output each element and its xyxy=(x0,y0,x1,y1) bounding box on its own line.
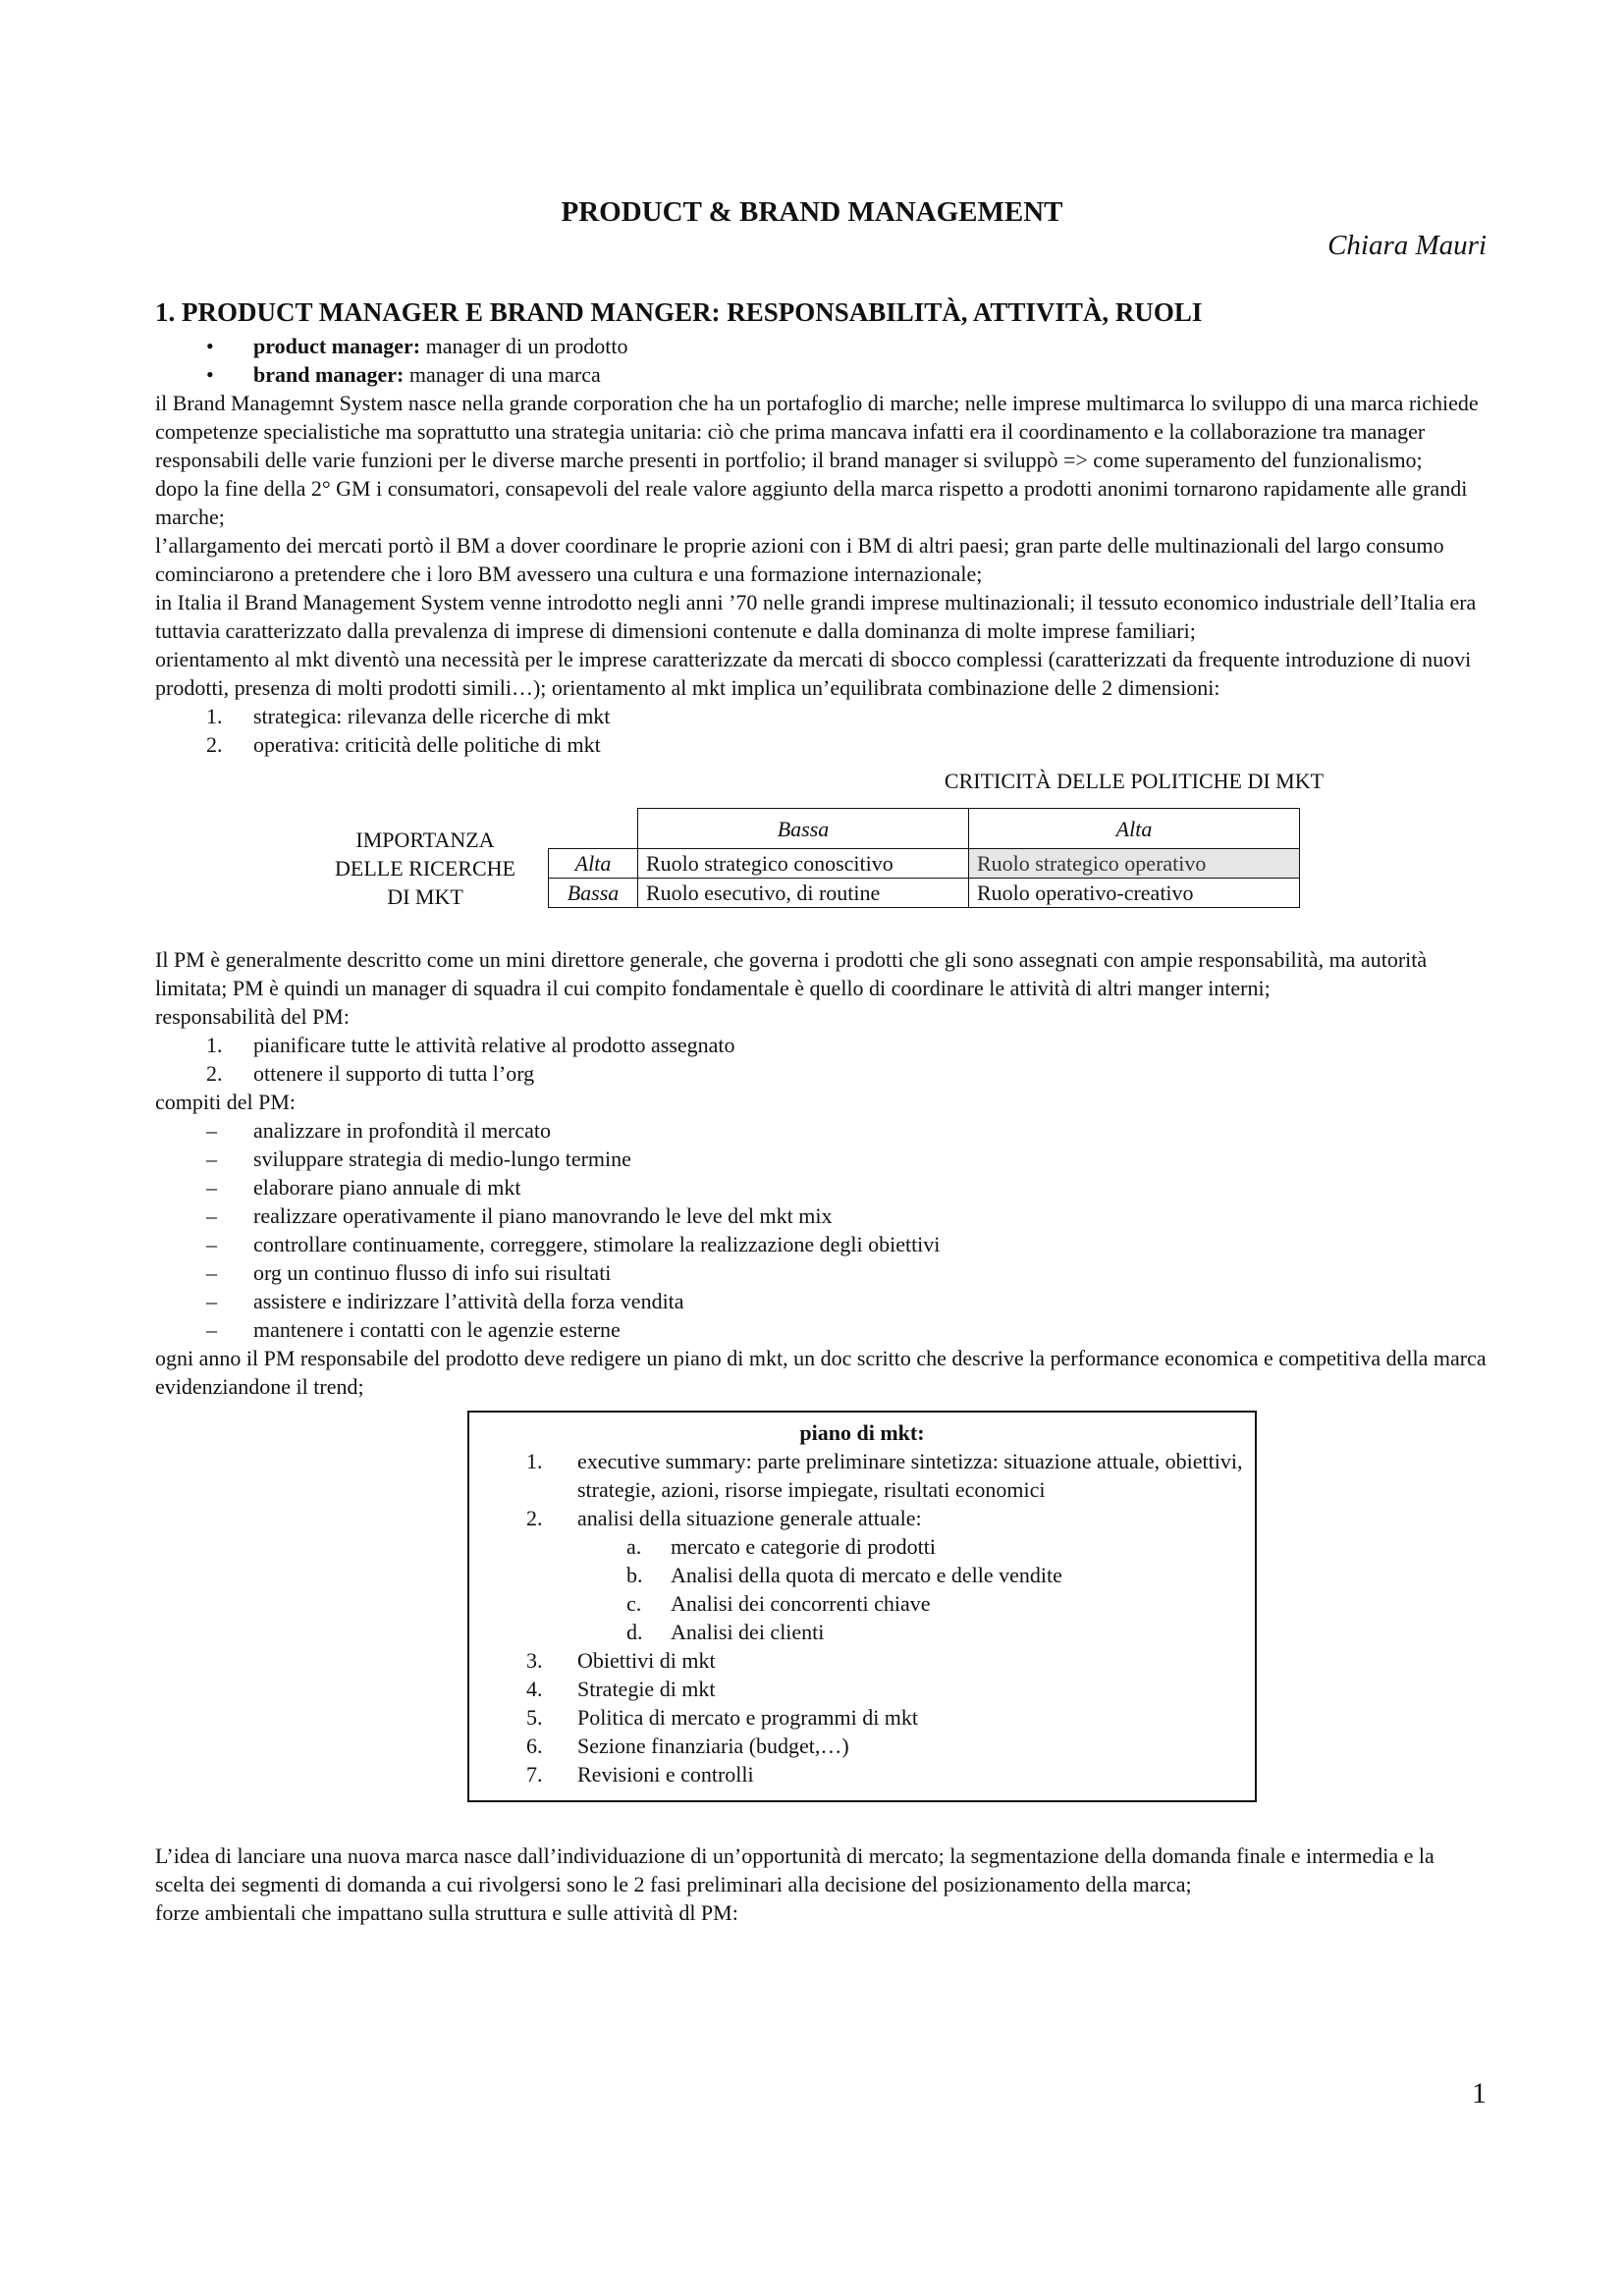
paragraph-post-war: dopo la fine della 2° GM i consumatori, consapevoli del reale valore aggiunto della marca rispetto a prodotti anonimi tornarono rapidamente alle grandi marche; xyxy=(155,476,1468,529)
plan-item xyxy=(469,1646,1255,1675)
matrix-cell: Ruolo strategico conoscitivo xyxy=(638,849,969,879)
matrix-caption: CRITICITÀ DELLE POLITICHE DI MKT xyxy=(944,769,1325,793)
dash-marker: – xyxy=(206,1317,217,1342)
task-item xyxy=(155,1145,1487,1173)
list-marker: 4. xyxy=(526,1677,543,1701)
bullet-marker: • xyxy=(206,362,214,387)
list-marker: 2. xyxy=(526,1506,543,1530)
task-item xyxy=(155,1173,1487,1201)
paragraph-pm-description: Il PM è generalmente descritto come un mini direttore generale, che governa i prodotti che gli sono assegnati con ampie responsabilità, ma autorità limitata; PM è quindi un manager di squadra il cui compito fondamentale è quello di coordinare le attività di altri manger interni; xyxy=(155,947,1428,1000)
task-text: org un continuo flusso di info sui risultati xyxy=(253,1260,612,1285)
matrix-cell: Ruolo esecutivo, di routine xyxy=(638,879,969,908)
plan-item-text: Obiettivi di mkt xyxy=(577,1648,716,1673)
matrix-row-header: Alta xyxy=(549,849,638,879)
task-item xyxy=(155,1287,1487,1315)
dash-marker: – xyxy=(206,1175,217,1200)
task-item xyxy=(155,1258,1487,1287)
list-marker: 5. xyxy=(526,1705,543,1730)
plan-subitem xyxy=(469,1561,1255,1589)
task-item xyxy=(155,1315,1487,1344)
dash-marker: – xyxy=(206,1147,217,1171)
list-marker: 2. xyxy=(206,1061,223,1086)
task-text: elaborare piano annuale di mkt xyxy=(253,1175,521,1200)
plan-subitem xyxy=(469,1532,1255,1561)
definition-label: product manager: xyxy=(253,334,421,358)
list-marker: 1. xyxy=(206,1033,223,1057)
matrix-row xyxy=(549,879,1300,908)
list-marker: a. xyxy=(626,1534,642,1559)
paragraph-new-brand: L’idea di lanciare una nuova marca nasce dall’individuazione di un’opportunità di mercato; la segmentazione della domanda finale e intermedia e la scelta dei segmenti di domanda a cui rivolgersi sono le 2 fasi preliminari alla decisione del posizionamento della marca; xyxy=(155,1843,1435,1896)
dash-marker: – xyxy=(206,1289,217,1313)
document-title: PRODUCT & BRAND MANAGEMENT xyxy=(561,196,1063,228)
task-item xyxy=(155,1230,1487,1258)
definition-label: brand manager: xyxy=(253,362,405,387)
dimension-text: operativa: criticità delle politiche di mkt xyxy=(253,732,601,757)
paragraph-brand-management-system: il Brand Managemnt System nasce nella grande corporation che ha un portafoglio di marche; nelle imprese multimarca lo sviluppo di una marca richiede competenze specialistiche ma soprattutto una strategia unitaria: ciò che prima mancava infatti era il coordinamento e la collaborazione tra manager responsabili delle varie funzioni per le diverse marche presenti in portfolio; il brand manager si sviluppò => come superamento del funzionalismo; xyxy=(155,391,1479,472)
dimension-item xyxy=(155,730,1487,759)
roles-matrix xyxy=(155,767,1487,932)
dimension-item xyxy=(155,702,1487,730)
responsibility-text: ottenere il supporto di tutta l’org xyxy=(253,1061,535,1086)
dash-marker: – xyxy=(206,1203,217,1228)
matrix-row-header: Bassa xyxy=(549,879,638,908)
plan-subitem-text: Analisi della quota di mercato e delle vendite xyxy=(671,1563,1062,1587)
plan-subitem xyxy=(469,1618,1255,1646)
list-marker: b. xyxy=(626,1563,643,1587)
list-marker: 1. xyxy=(526,1449,543,1473)
task-text: sviluppare strategia di medio-lungo termine xyxy=(253,1147,631,1171)
list-marker: 2. xyxy=(206,732,223,757)
definition-item xyxy=(155,332,1487,360)
plan-item-text: Revisioni e controlli xyxy=(577,1762,754,1787)
responsibility-text: pianificare tutte le attività relative al prodotto assegnato xyxy=(253,1033,735,1057)
plan-subitem-text: Analisi dei concorrenti chiave xyxy=(671,1591,931,1616)
dimension-text: strategica: rilevanza delle ricerche di mkt xyxy=(253,704,611,728)
matrix-cell: Ruolo strategico operativo xyxy=(969,849,1300,879)
matrix-row xyxy=(549,849,1300,879)
task-text: assistere e indirizzare l’attività della forza vendita xyxy=(253,1289,684,1313)
list-marker: 1. xyxy=(206,704,223,728)
list-marker: 6. xyxy=(526,1734,543,1758)
tasks-heading: compiti del PM: xyxy=(155,1090,296,1114)
plan-item xyxy=(469,1760,1255,1789)
paragraph-market-orientation: orientamento al mkt diventò una necessità per le imprese caratterizzate da mercati di sbocco complessi (caratterizzati da frequente introduzione di nuovi prodotti, presenza di molti prodotti simili…); orientamento al mkt implica un’equilibrata combinazione delle 2 dimensioni: xyxy=(155,647,1472,700)
plan-item-text: executive summary: parte preliminare sintetizza: situazione attuale, obiettivi, strategie, azioni, risorse impiegate, risultati economici xyxy=(577,1449,1243,1502)
definition-text: manager di un prodotto xyxy=(420,334,628,358)
plan-item xyxy=(469,1675,1255,1703)
plan-subitem-text: mercato e categorie di prodotti xyxy=(671,1534,936,1559)
list-marker: 7. xyxy=(526,1762,543,1787)
task-text: controllare continuamente, correggere, stimolare la realizzazione degli obiettivi xyxy=(253,1232,941,1256)
definition-item xyxy=(155,360,1487,389)
paragraph-italy: in Italia il Brand Management System venne introdotto negli anni ’70 nelle grandi imprese multinazionali; il tessuto economico industriale dell’Italia era tuttavia caratterizzato dalla prevalenza di imprese di dimensioni contenute e dalla dominanza di molte imprese familiari; xyxy=(155,590,1477,643)
dash-marker: – xyxy=(206,1232,217,1256)
list-marker: d. xyxy=(626,1620,643,1644)
plan-subitem-text: Analisi dei clienti xyxy=(671,1620,825,1644)
dash-marker: – xyxy=(206,1260,217,1285)
plan-item xyxy=(469,1504,1255,1532)
task-item xyxy=(155,1201,1487,1230)
page-number: 1 xyxy=(1472,2077,1487,2109)
definition-text: manager di una marca xyxy=(404,362,601,387)
plan-item-text: Sezione finanziaria (budget,…) xyxy=(577,1734,849,1758)
plan-item xyxy=(469,1732,1255,1760)
document-body xyxy=(155,294,1487,1927)
matrix-table xyxy=(548,808,1300,908)
dash-marker: – xyxy=(206,1118,217,1143)
plan-item-text: analisi della situazione generale attuale: xyxy=(577,1506,922,1530)
task-text: mantenere i contatti con le agenzie esterne xyxy=(253,1317,621,1342)
paragraph-marketing-plan: ogni anno il PM responsabile del prodotto deve redigere un piano di mkt, un doc scritto che descrive la performance economica e competitiva della marca evidenziandone il trend; xyxy=(155,1346,1487,1399)
marketing-plan-box xyxy=(467,1411,1257,1802)
bullet-marker: • xyxy=(206,334,214,358)
plan-item-text: Strategie di mkt xyxy=(577,1677,716,1701)
list-marker: 3. xyxy=(526,1648,543,1673)
task-item xyxy=(155,1116,1487,1145)
plan-item xyxy=(469,1703,1255,1732)
plan-item-text: Politica di mercato e programmi di mkt xyxy=(577,1705,919,1730)
task-text: realizzare operativamente il piano manovrando le leve del mkt mix xyxy=(253,1203,833,1228)
plan-box-title: piano di mkt: xyxy=(799,1420,925,1445)
section-heading: 1. PRODUCT MANAGER E BRAND MANGER: RESPONSABILITÀ, ATTIVITÀ, RUOLI xyxy=(155,297,1203,327)
plan-subitem xyxy=(469,1589,1255,1618)
matrix-row-axis-label: IMPORTANZA DELLE RICERCHE DI MKT xyxy=(335,828,515,909)
matrix-cell: Ruolo operativo-creativo xyxy=(969,879,1300,908)
paragraph-market-expansion: l’allargamento dei mercati portò il BM a dover coordinare le proprie azioni con i BM di altri paesi; gran parte delle multinazionali del largo consumo cominciarono a pretendere che i loro BM avessero una cultura e una formazione internazionale; xyxy=(155,533,1444,586)
list-marker: c. xyxy=(626,1591,642,1616)
paragraph-environmental-forces: forze ambientali che impattano sulla struttura e sulle attività dl PM: xyxy=(155,1900,738,1925)
matrix-col-header: Bassa xyxy=(638,809,969,849)
document-author: Chiara Mauri xyxy=(1327,230,1487,261)
responsibility-item xyxy=(155,1059,1487,1088)
responsibility-item xyxy=(155,1031,1487,1059)
plan-item xyxy=(469,1447,1255,1504)
task-text: analizzare in profondità il mercato xyxy=(253,1118,551,1143)
responsibilities-heading: responsabilità del PM: xyxy=(155,1004,350,1029)
matrix-col-header: Alta xyxy=(969,809,1300,849)
